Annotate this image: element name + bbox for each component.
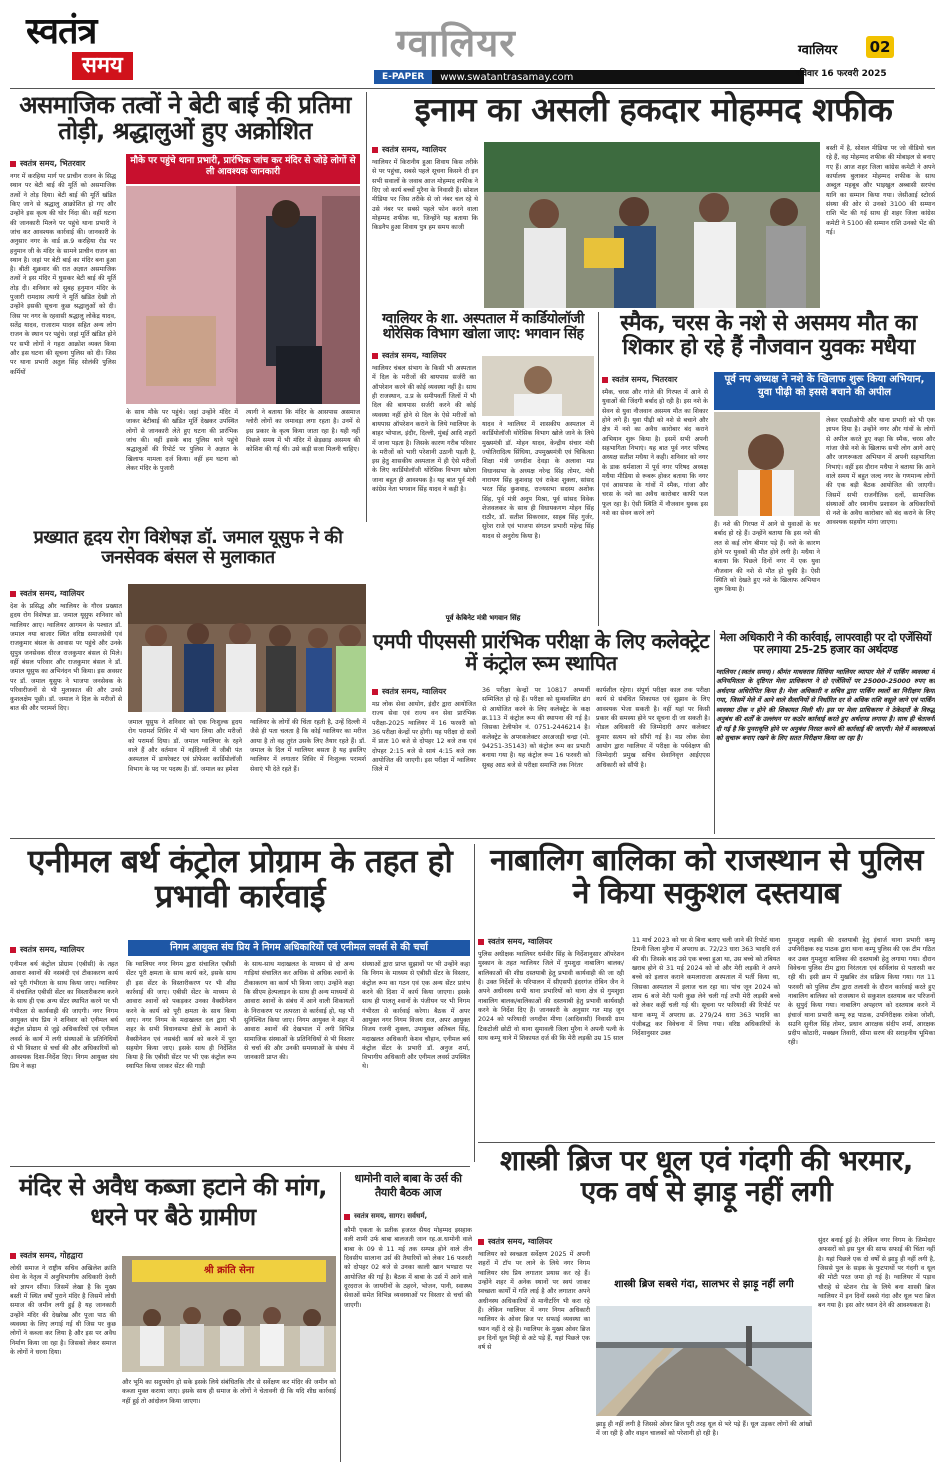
subhead: पूर्व नप अध्यक्ष ने नशे के खिलाफ शुरू किया अभियान, युवा पीढ़ी को इससे बचाने की अपील [714, 372, 935, 410]
col-1: ग्वालियर चंबल संभाग के किसी भी अस्पताल में दिल के मरीजों की बायपास सर्जरी का ऑपरेशन करने की कोई व्यवस्था नहीं है। साथ ही राजस्थान, उ.प्र के समीपवर्ती जिलों में भी दिल की बायपास सर्जरी करने की कोई व्यवस्था नहीं होने से दिल के ऐसे मरीजों को बायपास ऑपरेशन कराने के लिये ग्वालियर के बाहर भोपाल, इंदौर, दिल्ली, मुंबई आदि शहरों में जाना पड़ता है। जिसके कारण गरीब परिवार के मरीजों को भारी परेशानी उठानी पड़ती है, इस हेतु शासकीय अस्पताल में ही ऐसे मरीजों के लिए कार्डियोलॉजी थोरेसिक विभाग खोला जाना बहुत ही आवश्यक है। यह बात पूर्व मंत्री कांग्रेस नेता भगवान सिंह यादव ने कही है। [372, 365, 476, 494]
col-1: एनीमल बर्थ कंट्रोल प्रोग्राम (एबीसी) के तहत आवारा श्वानों की नसबंदी एवं टीकाकरण कार्य को पूरी गंभीरता के साथ किया जाए। ग्वालियर में संचालित एबीसी सेंटर का विस्तारीकरण करने के साथ ही एक अन्य सेंटर स्थापित करने पर भी गंभीरता से कार्यवाही की जाएगी। नगर निगम आयुक्त संघ प्रिय ने शनिवार को एनीमल बर्थ कंट्रोल प्रोग्राम से जुड़े अधिकारियों एवं एनीमल लवर्स के कार्य में लगी संस्थाओं के प्रतिनिधियों से भी विस्तार से चर्चा की और अधिकारियों को आवश्यक दिशा-निर्देश दिए। निगम आयुक्त संघ प्रिय ने कहा [10, 961, 118, 1071]
byline-marker-icon [478, 939, 484, 945]
col-1: नगर में करहिया मार्ग पर प्राचीन राजन के सिद्ध स्थान पर बेटी बाई की मूर्ति को असमाजिक तत्वों ने तोड़ दिया। बेटी बाई की मूर्ति खंडित किए जाने से श्रद्धालु आक्रोशित हो गए और उन्होंने इस कृत्य की घोर निंदा की। वहीं घटना की जानकारी मिलने पर पहुंचे थाना प्रभारी ने जांच कर आवश्यक कार्रवाई की। जानकारी के अनुसार नगर के वार्ड क्र.9 करहिया रोड पर हनुमान जी के मंदिर के सामने प्राचीन राजन का स्थान है। जहां पर बेटी बाई का मंदिर बना हुआ है। बीती शुक्रवार की रात अज्ञात असमाजिक तत्वों ने इस मंदिर में घुसकर बेटी बाई की मूर्ति तोड़ दी। शनिवार को सुबह हनुमान मंदिर के पुजारी रामदास त्यागी ने मूर्ति खंडित देखी तो उन्होंने इसकी सूचना कुछ श्रद्धालुओं को दी। जिस पर नगर के रहवासी श्रद्धालु लोकेंद्र यादव, सतेंद्र यादव, राजाराम यादव सहित अन्य लोग राजन के स्थान पर पहुंचे। जहां मूर्ति खंडित होने पर सभी लोगों ने गहरा आक्रोश व्यक्त किया और इस घटना की सूचना पुलिस को दी। जिस पर थाना प्रभारी अतुल सिंह सोलंकी पुलिस कर्मियों [10, 173, 116, 376]
col-1: कौमी एकता के प्रतीक हजरत सैयद मोहम्मद इसहाक वली शामी उर्फ बाबा बालजती जान रह.अ.धामोनी वाले बाबा के 09 से 11 मई तक सम्पन्न होने वाले तीन दिवसीय सालाना उर्स की तैयारियों को लेकर 16 फरवरी को दोपहर 02 बजे से उनका काली खान भण्डारा पर आयोजित की गई है। बैठक में बाबा के उर्स में आने वाले दूरदराज के जायरीनों के ठहरने, भोजन, पानी, स्वास्थ्य सेवाओं समेत विभिन्न व्यवस्थाओं पर विस्तार से चर्चा की जाएगी। [344, 1227, 472, 1309]
photo-caption: पूर्व केबिनेट मंत्री भगवान सिंह [445, 614, 521, 622]
felicitation-photo [484, 142, 820, 308]
logo [26, 11, 154, 84]
col-3: कार्यशील रहेगा। संपूर्ण परीक्षा काल तक परीक्षा कार्य से संबंधित शिकायत एवं सुझाव के लिए आवश्यक भेजा सकती है। वहीं यहां पर किसी प्रकार की समस्या होने पर सूचना दी जा सकती है। नोडल अधिकारी की जिम्मेदारी अपर कलेक्टर कुमार सत्यम को सौंपी गई है। मप्र लोक सेवा आयोग द्वारा ग्वालियर में परीक्षा के पर्यवेक्षण की जिम्मेदारी प्रमुख सचिव सेवानिवृत्त आईएएस अधिकारी को सौंपी है। [596, 687, 710, 769]
photo-caption: शास्त्री ब्रिज सबसे गंदा, सालभर से झाड़ू नहीं लगी [614, 1279, 794, 1290]
byline-marker-icon [372, 147, 378, 153]
headline: नाबालिग बालिका को राजस्थान से पुलिस ने किया सकुशल दस्तयाब [490, 843, 923, 911]
headline: धामोनी वाले बाबा के उर्स की तैयारी बैठक आज [354, 1172, 462, 1200]
date: रविवार 16 फरवरी 2025 [796, 69, 887, 79]
byline: स्वतंत्र समय, ग्वालियर [10, 588, 84, 599]
subhead: निगम आयुक्त संघ प्रिय ने निगम अधिकारियों एवं एनीमल लवर्स से की चर्चा [128, 940, 470, 956]
col-3: ग्वालियर के लोगों की चिंता रहती है, उन्हें दिल्ली में जैसे ही पता चलता है कि कोई ग्वालियर का मरीज आया है तो वह तुरंत उसके लिए तैयार रहते हैं। डॉ. जमाल के दिल में ग्वालियर बसता है यह इसलिए ग्वालियर में लगातार शिविर में निःशुल्क परामर्श सेवाएं भी देते रहते हैं। [250, 719, 366, 773]
headline: असमाजिक तत्वों ने बेटी बाई की प्रतिमा तोड़ी, श्रद्धालुओं हुए अक्रोशित [19, 91, 351, 146]
article-minor-girl [478, 844, 935, 1140]
byline: स्वतंत्र समय, सागर। सर्वधर्म, [344, 1212, 427, 1221]
website-link[interactable]: www.swatantrasamay.com [440, 71, 574, 83]
col-3: गुमशुदा लड़की की दस्तयाबी हेतु इंचार्ज थाना प्रभारी कम्पू उपनिरीक्षक रुद्र पाठक द्वारा थाना कम्पू पुलिस की एक टीम गठित कर उक्त गुमशुदा बालिका की दस्तयाबी हेतु लगाया गया। दौरान विवेचना पुलिस टीम द्वारा निरंतरता एवं सर्विलांस से पतारसी कर रही थी। इसी क्रम में मुखबिर तंत्र सक्रिय किया गया। गत 11 फरवरी को पुलिस टीम द्वारा तलाशी के दौरान कार्रवाई करते हुए नाबालिग बालिका को राजस्थान से सकुशल दस्तयाब कर परिजनों के सुपुर्द किया गया। नाबालिग अपहरण को दस्तयाब करने में इंचार्ज थाना प्रभारी कम्पू रुद्र पाठक, उपनिरीक्षक राकेश जोशी, सउनि सुनील सिंह तोमर, प्रधान आरक्षक संदीप शर्मा, आरक्षक प्रदीप कोठारी, मक्खन तिवारी, सीमा सरण की सराहनीय भूमिका रही। [788, 937, 935, 1047]
article-shastri-bridge [478, 1146, 935, 1462]
masthead [0, 0, 945, 86]
meeting-photo [128, 584, 366, 712]
byline-marker-icon [372, 353, 378, 359]
article-cardiology [372, 312, 594, 626]
byline: स्वतंत्र समय, ग्वालियर [372, 686, 446, 697]
byline-marker-icon [344, 1214, 350, 1220]
col-2: 36 परीक्षा केन्द्रों पर 10817 अभ्यर्थी सम्मिलित हो रहे हैं। परीक्षा को सुव्यवस्थित ढंग से आयोजित करने के लिए कलेक्ट्रेट के कक्ष क्र.113 में कंट्रोल रूम की स्थापना की गई है। जिसका टेलीफोन नं. 0751-2446214 है। कलेक्ट्रेट के अपरकलेक्टर अरअजड़ी चन्द्रा (मो. 94251-35143) को कंट्रोल रूम का प्रभारी बनाया गया है। यह कंट्रोल रूम 16 फरवरी को सुबह आठ बजे से परीक्षा समाप्ति तक निरंतर [482, 687, 590, 769]
article-animal-birth-control [10, 844, 470, 1162]
byline: स्वतंत्र समय, ग्वालियर [478, 1236, 552, 1247]
article-temple-encroachment [10, 1172, 336, 1462]
byline: स्वतंत्र समय, भितरवार [10, 158, 85, 169]
byline-marker-icon [602, 377, 608, 383]
article-fair [716, 632, 935, 834]
col-3: सुंदर बनाई हुई है। लेकिन नगर निगम के जिम्मेदार अफसरों को इस पुल की साफ सफाई की चिंता नहीं है। यहां पिछले एक दो वर्षों से झाड़ू ही नहीं लगी है, जिससे पुल के सड़क के फुटपाथों पर गंदगी व धूल की मोटी परत जमा हो गई है। ग्वालियर में पड़ाव चौराहे से स्टेशन रोड के लिये बना शास्त्री ब्रिज ग्वालियर में इन दिनों सबसे गंदा और धूल भरा ब्रिज बन गया है। इस ओर ध्यान देने की आवश्यकता है। [818, 1237, 935, 1310]
article-smack [602, 312, 935, 630]
byline: स्वतंत्र समय, ग्वालियर [372, 144, 446, 155]
epaper-bar [374, 70, 804, 84]
article-psc [372, 630, 710, 834]
banner-text: श्री क्रांति सेना [203, 1265, 255, 1276]
col-1: पुलिस अधीक्षक ग्वालियर धर्मवीर सिंह के निर्देशानुसार ऑपरेशन मुस्कान के तहत ग्वालियर जिले में गुमशुदा नाबालिग बालक/बालिकाओं की शीघ्र दस्तयाबी हेतु प्रभावी कार्यवाही की जा रही है। उक्त निर्देशों के परिपालन में सीएसपी इंदरगंज रोबिन जैन ने अपने अधीनस्थ सभी थाना प्रभारियों को थाना क्षेत्र से गुमशुदा नाबालिग बालक/बालिकाओं की दस्तयाबी हेतु प्रभावी कार्यवाही करने के निर्देश दिए हैं। जानकारी के अनुसार गत माह जून 2024 को फरियादी जगदीश मीणा (आदिवासी) निवासी ग्राम टिकटोली छोटी वो थाना सुमावली जिला मुरैना ने अपनी पत्नी के साथ कम्पू थाने में शिकायत दर्ज की कि मेरी लड़की उम्र 15 साल [478, 951, 624, 1042]
col-1: ग्वालियर को स्वच्छता सर्वेक्षण 2025 में अपनी शहरों में टॉप पर लाने के लिये नगर निगम ग्वालियर संघ प्रिय लगातार प्रयास कर रहे हैं। उन्होंने शहर में अनेक स्थानों पर स्वयं जाकर स्वच्छता कार्यों में गति लाई है और लगातार अपने अधीनस्थ अधिकारियों से मानीटरिंग भी करा रहे हैं। लेकिन ग्वालियर में नगर निगम अधिकारी ग्वालियर के ओवर ब्रिज पर सफाई व्यवस्था का ध्यान नहीं दे रहे हैं। ग्वालियर के मुख्य ओवर ब्रिज इन दिनों धूल मिट्टी से अटे पड़े हैं, यहां पिछले एक वर्ष से [478, 1251, 590, 1352]
col-2: के साथ मौके पर पहुंचे। जहां उन्होंने मंदिर में जाकर बेटीबाई की खंडित मूर्ति देखकर उपस्थित लोगों से जानकारी लेते हुए घटना की प्रारंभिक जांच की। वहीं इसके बाद पुलिस थाने पहुंचे श्रद्धालुओं की रिपोर्ट पर पुलिस ने अज्ञात के खिलाफ मामला दर्ज किया। वहीं हम घटना को लेकर मंदिर के पुजारी [126, 409, 238, 472]
headline: प्रख्यात हृदय रोग विशेषज्ञ डॉ. जमाल यूसुफ ने की जनसेवक बंसल से मुलाकात [33, 527, 343, 568]
byline: स्वतंत्र समय, गोहद्वारा [10, 1250, 83, 1261]
page-city: ग्वालियर [798, 43, 838, 58]
headline: एमपी पीएससी प्रारंभिक परीक्षा के लिए कलेक्ट्रेट में कंट्रोल रूम स्थापित [373, 629, 709, 675]
byline: स्वतंत्र समय, ग्वालियर [372, 350, 446, 361]
col-2: यादव ने ग्वालियर में शासकीय अस्पताल में कार्डियोलॉजी थोरेसिक विभाग खोले जाने के लिये मुख्यमंत्री डॉ. मोहन यादव, केन्द्रीय संचार मंत्री ज्योतिरादित्य सिंधिया, उपमुख्यमंत्री एवं चिकित्सा शिक्षा मंत्री जगदीश देवड़ा के अलावा मप्र विधानसभा के अध्यक्ष नरेन्द्र सिंह तोमर, मंत्री नारायण सिंह कुशवाह एवं राकेश शुक्ला, सांसद भरत सिंह कुशवाह, राज्यसभा सदस्य अशोक सिंह, पूर्व मंत्री अनूप मिश्रा, पूर्व सांसद विवेक शेजवलकर के साथ ही विधायकगण मोहन सिंह राठौर, डॉ. सतीश सिकरवार, साहब सिंह गुर्जर, सुरेश राजे एवं भाजपा संगठन प्रभारी महेन्द्र सिंह यादव से अनुरोध किया है। [482, 421, 594, 540]
headline: ग्वालियर के शा. अस्पताल में कार्डियोलॉजी थोरेसिक विभाग खोला जाए: भगवान सिंह [382, 311, 584, 343]
headline: मंदिर से अवैध कब्जा हटाने की मांग, धरने पर बैठे ग्रामीण [19, 1173, 327, 1231]
col-1: देश के प्रसिद्ध और ग्वालियर के गौरव प्रख्यात हृदय रोग विशेषज्ञ डा. जमाल यूसुफ शनिवार को ग्वालियर आए। ग्वालियर आगमन के पश्चात डॉ. जमाल नया बाजार स्थित वरिष्ठ समाजसेवी एवं राजकुमार बंसल के आवास पर पहुंचे और उनके सुपुत्र जनसेवक धीरज राजकुमार बंसल से मिले। वहीं बंसल परिवार और राजकुमार बंसल ने डॉ. जमाल यूसुफ का अभिनंदन भी किया। इस अवसर पर डॉ. जमाल यूसुफ ने भाजपा जनसेवक के परिवारीजनों से भी मुलाकात की और उनसे कुशलक्षेम पूछी। डॉ. जमाल ने दिल के मरीजों से बात की और परामर्श दिए। [10, 603, 122, 713]
headline: शास्त्री ब्रिज पर धूल एवं गंदगी की भरमार, एक वर्ष से झाड़ू नहीं लगी [500, 1144, 913, 1208]
logo-bottom: समय [72, 52, 133, 80]
article-statue [10, 92, 360, 522]
masthead-city: ग्वालियर [396, 21, 516, 65]
epaper-label: E-PAPER [374, 70, 432, 84]
col-2: हैं। नशे की गिरफ्त में आने से युवाओं के घर बर्बाद हो रहे हैं। उन्होंने बताया कि इस नशे की लत से कई लोग बीमार पड़े हैं। नशे के कारण होने पर युवकों की मौत होने लगी है। मधैया ने बताया कि पिछले दिनों नगर में एक युवा नौजवान की नशे से मौत हो चुकी है। ऐसी स्थिति को देखते हुए नशे के खिलाफ अभियान शुरू किया है। [714, 521, 820, 594]
col-2: जमाल यूसुफ ने शनिवार को एक निःशुल्क हृदय रोग परामर्श शिविर में भी भाग लिया और मरीजों को परामर्श दिया। डॉ. जमाल ग्वालियर के रहने वाले हैं और वर्तमान में नईदिल्ली में जीबी पंत अस्पताल में डायरेक्टर एवं प्रोफेसर कार्डियोलॉजी विभाग के पद पर पदस्थ हैं। डॉ. जमाल का हमेशा [128, 719, 242, 773]
body: ग्वालियर (स्वतंत्र समय)। श्रीमंत माधवराव सिंधिया ग्वालियर व्यापार मेले में पार्किंग व्यवस्था में अनियमितता के दृष्टिगत मेला प्राधिकरण ने दो एजेंसियों पर 25000-25000 रुपए का अर्थदण्ड अधिरोपित किया है। मेला अधिकारी व सचिव द्वारा पार्किंग स्थलों का निरीक्षण किया गया, जिसमें मेले में आने वाले सैलानियों से निर्धारित दर से अधिक राशि वसूले जाने एवं पार्किंग व्यवस्था ठीक न होने की शिकायत मिली थी। इस पर मेला प्राधिकरण ने ठेकेदारों के विरुद्ध अनुबंध की शर्तों के उल्लंघन पर कठोर कार्रवाई करते हुए अर्थदण्ड लगाया है। साथ ही चेतावनी दी गई है कि पुनरावृत्ति होने पर अनुबंध निरस्त करने की कार्रवाई की जाएगी। मेले में व्यवस्थाओं को सुचारू बनाए रखने के लिए सतत निरीक्षण किया जा रहा है। [716, 668, 935, 743]
byline: स्वतंत्र समय, ग्वालियर [10, 944, 84, 955]
col-3: लेकर एसडीओपी और थाना प्रभारी को भी एक ज्ञापन दिया है। उन्होंने नगर और गांवों के लोगों से अपील करते हुए कहा कि स्मैक, चरस और गांजा जैसे नशे के खिलाफ सभी लोग आगे आएं और जागरूकता अभियान में अपनी सहभागिता निभाएं। वहीं इस दौरान मधैया ने बताया कि आने वाले समय में बहुत जल्द नगर के गणमान्य लोगों की एक बड़ी बैठक आयोजित की जाएगी। जिसमें सभी राजनीतिक दलों, सामाजिक संस्थाओं और स्थानीय प्रशासन के अधिकारियों से नशे के अवैध कारोबार को बंद कराने के लिए आवश्यक सहयोग मांगा जाएगा। [826, 417, 935, 527]
col-3: के साथ-साथ मदाखलत के माध्यम से दो अन्य गाड़ियां संचालित कर अधिक से अधिक श्वानों के टीकाकरण का कार्य भी किया जाए। उन्होंने कहा कि सीएम हेल्पलाइन के साथ ही अन्य माध्यमों से आवारा श्वानों के संबंध में आने वाली शिकायतों के निराकरण पर तत्परता से कार्रवाई हो, यह भी सुनिश्चित किया जाए। निगम आयुक्त ने शहर में आवारा श्वानों की देखभाल में लगी विभिन्न सामाजिक संस्थाओं के प्रतिनिधियों से भी विस्तार से चर्चा की और उनकी समस्याओं के संबंध में जानकारी प्राप्त की। [244, 961, 354, 1062]
col-1: ग्वालियर में किरानीय हुआ शिवाय किस तरीके से पर पहुंचा, सबसे पहले सूचना किसने दी इन सभी सवालों के जवाब आज मोहम्मद शफीक ने दिए जो कार्य बच्चों मुरैना के निवासी हैं। सोशल मीडिया पर जिस तरीके से जो नंबर चल रहे थे उसे नंबर पर सबसे पहले फोन करने वाला मोहम्मद शफीक था, जिन्होंने यह बताया कि किडनैप हुआ शिवाय पुत्र हम समय काजी [372, 159, 478, 232]
article-dr-jamal [10, 528, 366, 834]
byline-marker-icon [10, 591, 16, 597]
col-3: बस्ती में है, सोशल मीडिया पर जो वीडियो चल रहे हैं, वह मोहम्मद शफीक की मोबाइल से बनाए गए हैं। आज शहर जिला कांग्रेस कमेटी ने अपने कार्यालय बुलाकर मोहम्मद शफीक के साथ अब्दुल महबूब और भाइखुल अब्बासी सरपंच यानि का सम्मान किया गया। जेसीआई स्टोरर्स संस्था की ओर से उनको 3100 की सम्मान राशि भेंट की गई साथ ही शहर जिला कांग्रेस कमेटी ने 5100 की सम्मान राशि उनको भेंट की गई। [826, 145, 935, 236]
photo-caption: मौके पर पहुंचे थाना प्रभारी, प्रारंभिक जांच कर मंदिर से जोड़े लोगों से ली आवश्यक जानकारी [126, 154, 360, 184]
statue-photo [126, 186, 360, 404]
byline: स्वतंत्र समय, ग्वालियर [478, 936, 552, 947]
protest-photo [122, 1256, 336, 1372]
headline: एनीमल बर्थ कंट्रोल प्रोग्राम के तहत हो प्रभावी कार्रवाई [27, 842, 453, 916]
col-2: 11 मार्च 2023 को घर से बिना बताए चली जाने की रिपोर्ट थाना टिमनी जिला मुरैना में अपराध क्र. 72/23 धारा 363 भादवि दर्ज की थी। जिसके बाद उसे एक बच्चा हुआ था, उस बच्चे को तबियत खराब होने से 31 मई 2024 को वो और मेरी लड़की ने अपने बच्चे को इलाज कराने कमलाराजा अस्पताल में भर्ती किया था, जिसका अस्पताल में इलाज चल रहा था। पांच जून 2024 को शाम 6 बजे मेरी पत्नी कुछ लेने चली गई तभी मेरी लड़की बच्चे को लेकर कहीं चली गई थी। सूचना पर फरियादी की रिपोर्ट पर थाना कम्पू में अपराध क्र. 279/24 धारा 363 भादवि का पंजीबद्ध कर विवेचना में लिया गया। वरिष्ठ अधिकारियों के निर्देशानुसार उक्त [632, 937, 780, 1038]
byline-marker-icon [10, 947, 16, 953]
bridge-photo [596, 1306, 812, 1416]
col-3: त्यागी ने बताया कि मंदिर के आसपास असमाज ग्लोरी लोगों का जमावड़ा लगा रहता है। उनमें से इस प्रकार के कृत्य किया जाता रहा है। यही नहीं पिछले समय में भी मंदिर में छेड़छाड़ असमय की कोशिश की गई थी। उसे कड़ी सजा मिलनी चाहिए। [246, 409, 360, 454]
madhaiya-photo [714, 412, 820, 516]
byline-marker-icon [10, 1253, 16, 1259]
byline: स्वतंत्र समय, भितरवार [602, 374, 677, 385]
headline: मेला अधिकारी ने की कार्रवाई, लापरवाही पर दो एजेंसियों पर लगाया 25-25 हजार का अर्थदण्ड [719, 631, 932, 657]
headline: इनाम का असली हकदार मोहम्मद शफीक [414, 90, 893, 129]
col-2: झाड़ू ही नहीं लगी है जिससे ओवर ब्रिज पूरी तरह धूल से भरे पड़े हैं। धूल उड़कर लोगों की आंखों में जा रही है और वाहन चालकों को परेशानी हो रही है। [596, 1421, 812, 1438]
headline: स्मैक, चरस के नशे से असमय मौत का शिकार हो रहे हैं नौजवान युवकः मधैया [620, 311, 917, 361]
byline-marker-icon [10, 161, 16, 167]
byline-marker-icon [478, 1239, 484, 1245]
byline-marker-icon [372, 689, 378, 695]
article-dhamoni-urs [344, 1172, 472, 1462]
page-number: 02 [866, 36, 894, 58]
bhagwan-singh-photo [482, 356, 594, 416]
col-1: लोधी समाज ने राष्ट्रीय सचिव अखिलेश क्रांति सेना के नेतृत्व में अनुविभागीय अधिकारी देवरी को ज्ञापन सौंपा। जिसमें लेखा है कि मुख्य बस्ती में स्थित वर्षों पुराने मंदिर है जिसमें लोधी समाज की जमीन लगी हुई है यह जानकारी उन्होंने मंदिर की देखरेख और पूजा पाठ की व्यवस्था के लिए लगाई गई थी जिस पर कुछ लोगों ने कब्जा कर लिया है और इस पर अवैध निर्माण किया जा रहा है। जिसको लेकर समाज के लोगों ने धरना दिया। [10, 1265, 116, 1356]
col-2: और भूमि का सदुपयोग हो सके इसके लिये संबंधितकि तौर से सर्वेक्षण कर मंदिर की जमीन को कब्जा मुक्त कराया जाए। इसके साथ ही समाज के लोगों ने चेतावनी दी कि यदि शीघ्र कार्रवाई नहीं हुई तो आंदोलन किया जाएगा। [122, 1379, 336, 1405]
logo-top: स्वतंत्र [26, 11, 97, 52]
col-4: संस्थाओं द्वारा प्राप्त सुझावों पर भी उन्होंने कहा कि निगम के माध्यम से एबीसी सेंटर के विस्तार, कंट्रोल रूम का गठन एवं एक अन्य सेंटर प्रारंभ करने की दिशा में कार्य किया जाएगा। इसके साथ ही पालतू श्वानों के पंजीयन पर भी निगम गंभीरता से कार्रवाई करेगा। बैठक में अपर आयुक्त नगर निगम विजय राज, अपर आयुक्त विजय रजनी शुक्ला, उपायुक्त अतिबल सिंह, मदाखलत अधिकारी केशव चौहान, एनीमल बर्थ कंट्रोल सेंटर के प्रभारी डॉ. अनुज शर्मा, विभागीय अधिकारी और एनीमल लवर्स उपस्थित थे। [362, 961, 470, 1071]
col-1: स्मैक, चरस और गांजे की गिरफ्त में आने से युवाओं की जिंदगी बर्बाद हो रही है। इस नशे के सेवन से युवा नौजवान असमय मौत का शिकार होने लगे हैं। युवा पीढ़ी को नशे से बचाने और क्षेत्र में नशे का अवैध कारोबार बंद कराने अभियान शुरू किया है। इसमें सभी अपनी सहभागिता निभाएं। यह बात पूर्व नगर परिषद अध्यक्ष सतीश मधैया ने कही। शनिवार को नगर के डाक धर्मशाला में पूर्व नगर परिषद अध्यक्ष मधैया मीडिया से रूबरू होकर बताया कि नगर एवं आसपास के गांवों में स्मैक, गांजा और चरस के नशे का अवैध कारोबार काफी फल फूल रहा है। ऐसी स्थिति में नौजवान युवक इस नशे का सेवन करने लगे [602, 389, 708, 518]
col-1: मप्र लोक सेवा आयोग, इंदौर द्वारा आयोजित राज्य सेवा एवं राज्य वन सेवा प्रारंभिक परीक्षा-2025 ग्वालियर में 16 फरवरी को 36 परीक्षा केन्द्रों पर होगी। यह परीक्षा दो सत्रों में प्रातः 10 बजे से दोपहर 12 बजे तक एवं दोपहर 2:15 बजे से सायं 4:15 बजे तक आयोजित की जाएगी। इस परीक्षा में ग्वालियर जिले में [372, 701, 476, 774]
col-2: कि ग्वालियर नगर निगम द्वारा संचालित एबीसी सेंटर पूरी क्षमता के साथ कार्य करे, इसके साथ ही इस सेंटर के विस्तारीकरण पर भी शीघ्र कार्रवाई की जाए। एबीसी सेंटर के माध्यम से आवारा श्वानों को पकड़कर उनका वैक्सीनेशन करने के कार्य को पूरी क्षमता के साथ किया जाए। नगर निगम के मदाखलत दल द्वारा भी शहर के सभी विधानसभा क्षेत्रों के श्वानों के वैक्सीनेशन एवं नसबंदी कार्य को करने में पूरा सहयोग किया जाए। इसके साथ ही निर्देशित किया है कि एबीसी सेंटर पर भी एक कंट्रोल रूम स्थापित किया जाकर सेंटर की गाड़ी [126, 961, 236, 1071]
article-shafiq [372, 92, 935, 310]
